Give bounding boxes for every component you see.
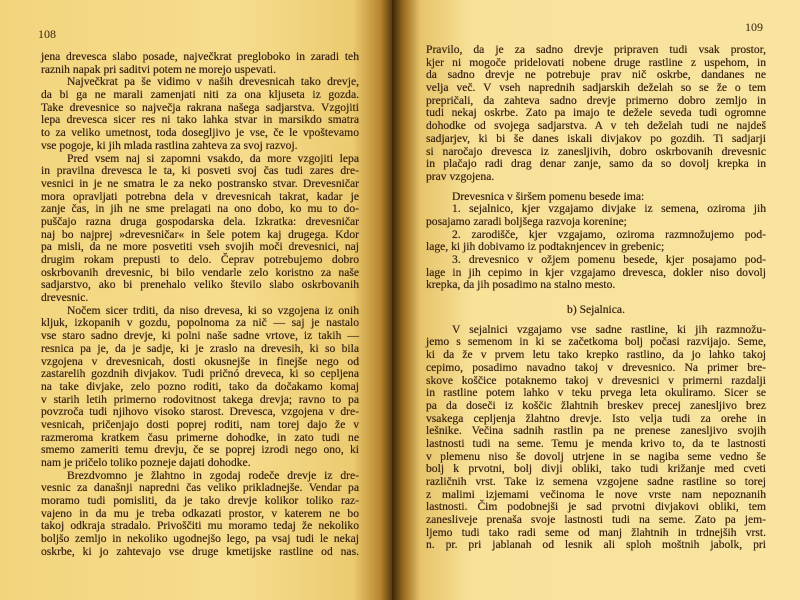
text-line: vesnic za današnji napredni čas veliko prikladnejše. Vendar pa — [41, 481, 359, 495]
text-line: tudi nekaj oskrbe. Zato pa imajo te dežele seveda tudi ogromne — [426, 106, 766, 120]
page-text — [41, 51, 359, 559]
text-line: pa misli, da ne more posvetiti vseh svojih moči drevesnici, naj — [41, 240, 359, 254]
text-line: lage, ki jih dobivamo iz podtaknjencev in grebenic; — [426, 240, 665, 254]
page-number: 109 — [745, 20, 763, 34]
text-line: različnih vrst. Take iz semena vzgojene sadne rastline so torej — [426, 475, 766, 488]
text-line: v starih letih primerno rodovitnost takega drevja; ravno to pa — [41, 392, 359, 406]
text-line: oskrbe, ki jo zahtevajo vse druge kmetijske rastline od nas. — [41, 544, 359, 558]
text-line: Nočem sicer trditi, da niso drevesa, ki so vzgojena iz onih — [67, 303, 359, 317]
text-line: ljemo tudi tako radi seme od manj žlahtnih in trdnejših vrst. — [426, 525, 766, 539]
text-line: vesnicah, pričenjajo dosti poprej roditi, nam torej dajo že v — [41, 417, 359, 431]
text-line: sadjarstvo, ako bi prenehalo veliko število slabo oskrbovanih — [41, 278, 359, 292]
text-line: vse pogoje, ki jih mlada rastlina zahteva za svoj razvoj. — [41, 138, 298, 152]
text-line: naj bo najprej »drevesničar« in šele potem kaj drugega. Kdor — [41, 227, 359, 241]
text-line: takoj odkraja stradalo. Privoščiti mu moramo tedaj že nekoliko — [41, 519, 359, 533]
text-line: moramo tudi pomisliti, da je tako drevje kolikor toliko raz- — [41, 494, 359, 508]
text-line: vse staro sadno drevje, ki polni naše sadne vrtove, iz takih — — [41, 329, 359, 343]
text-line: zanesliveje prenaša svoje lastnosti tudi na seme. Zato pa jem- — [426, 513, 766, 527]
text-line: vesnici in je ne smatra le za neko postransko stvar. Drevesničar — [41, 176, 359, 190]
text-line: lage in jih cepimo in kjer vzgajamo drevesca, dokler niso dovolj — [426, 265, 766, 279]
text-line: cepimo, posadimo navadno takoj v drevesnico. Na primer bre- — [426, 360, 766, 374]
text-line: resnica pa je, da je sadje, ki je zraslo na drevesih, ki so bila — [41, 341, 359, 355]
section-heading: b) Sejalnica. — [567, 303, 625, 317]
text-line: raznih napak pri saditvi potem ne morejo uspevati. — [41, 62, 277, 76]
text-line: kjer ni mogoče pridelovati nobene druge rastline z uspehom, in — [426, 55, 766, 69]
text-line: povzroča tudi njihovo visoko starost. Drevesca, vzgojena v dre- — [41, 405, 359, 419]
text-line: bolj k prvotni, bolj divji obliki, tako tudi križanje med cveti — [426, 462, 766, 476]
text-line: Pravilo, da je za sadno drevje pripraven tudi vsak prostor, — [426, 43, 766, 56]
text-line: ki da že v prvem letu tako krepko rastlino, da jo lahko takoj — [426, 348, 766, 362]
text-line: velja več. V vseh naprednih sadjarskih deželah so se že o tem — [426, 81, 766, 95]
text-line: sadjarjev, ki bi še danes iskali divjakov po gozdih. Ti sadjarji — [426, 131, 766, 145]
text-line: prav vzgojena. — [426, 169, 495, 183]
text-line: pa da doseči iz koščic žlahtnih breskev precej zanesljivo brez — [426, 398, 766, 412]
text-line: zanje čas, in jih ne sme prelagati na ono dobo, ko mu to do- — [41, 202, 359, 216]
text-line: puščajo razna druga gospodarska dela. Izkratka: drevesničar — [41, 214, 359, 228]
text-line: n. pr. pri jablanah od lesnik ali sploh moštnih jabolk, pri — [426, 538, 766, 552]
text-line: z malimi izjemami večinoma le nove vrste nam nepoznanih — [426, 487, 766, 501]
text-line: nam je pričelo toliko pozneje dajati dohodke. — [41, 456, 251, 469]
text-line: zastarelih gozdnih divjakov. Tudi pričnó dreveca, ki so cepljena — [41, 367, 359, 381]
right-page — [392, 0, 800, 600]
page-number: 108 — [38, 27, 56, 41]
text-line: vajeno in da mu je treba odkazati prostor, v katerem ne bo — [41, 506, 359, 520]
text-line: na take divjake, zelo pozno roditi, tako da dočakamo komaj — [41, 379, 359, 393]
text-line: da bi ga ne marali zamenjati niti za ona kljuseta iz gozda. — [41, 88, 359, 102]
text-line: Največkrat pa še vidimo v naših drevesnicah tako drevje, — [67, 75, 359, 89]
text-line: v plemenu niso še dovolj utrjene in se nagiba seme vedno še — [426, 449, 766, 463]
text-line: jemo s semenom in ki se začetkoma bolj počasi razvijajo. Seme, — [426, 335, 766, 349]
text-line: razmeroma kratkem času primerne dohodke, in zato tudi ne — [41, 430, 359, 444]
text-line: in pravilna drevesca le ta, ki posveti svoj čas tudi zares dre- — [41, 164, 359, 178]
text-line: 1. sejalnico, kjer vzgajamo divjake iz semena, oziroma jih — [452, 202, 766, 216]
text-line: vsakega cepljenja žlahtno drevje. Isto velja tudi za orehe in — [426, 411, 766, 425]
text-line: lepa drevesca sicer res ni tako lahka stvar in marsikdo smatra — [41, 113, 359, 127]
text-line: posajamo zaradi boljšega razvoja korenine; — [426, 214, 627, 228]
text-line: smemo zameriti temu drevju, če se poprej izrodi nego ono, ki — [41, 443, 359, 457]
text-line: lastnosti. Čim podobnejši je sad prvotni divjakovi obliki, tem — [426, 500, 766, 514]
text-line: Brezdvomno je žlahtno in zgodaj rodeče drevje iz dre- — [67, 468, 359, 482]
text-line: 2. zarodišče, kjer vzgajamo, oziroma razmnožujemo pod- — [452, 227, 766, 241]
text-line: da sadno drevje ne potrebuje prav nič oskrbe, dandanes ne — [426, 68, 766, 82]
left-page — [0, 0, 392, 600]
text-line: lešnike. Večina sadnih rastlin pa ne prenese zanesljivo svojih — [426, 424, 766, 438]
text-line: si naročajo drevesca iz zanesljivih, dobro oskrbovanih drevesnic — [426, 144, 766, 158]
page-text — [426, 44, 766, 552]
text-line: Take drevesnice so največja rakrana našega sadjarstva. Vzgojiti — [41, 100, 359, 114]
text-line: Pred vsem naj si zapomni vsakdo, da more vzgojiti lepa — [67, 151, 359, 165]
text-line: vzgojena v drevesnicah, dosti okusnejše in finejše nego od — [41, 354, 359, 368]
text-line: krepka, da jih posadimo na stalno mesto. — [426, 278, 616, 292]
text-line: jena drevesca slabo posade, največkrat pregloboko in zaradi teh — [41, 50, 359, 63]
text-line: dohodke od svojega sadjarstva. A v teh deželah tudi ne najdeš — [426, 119, 766, 133]
text-line: drugim rokam prepusti to delo. Čeprav potrebujemo dobro — [41, 253, 359, 266]
text-line: prepričali, da zahteva sadno drevje primerno dobro zemljo in — [426, 93, 766, 107]
text-line: 3. drevesnico v ožjem pomenu besede, kjer posajamo pod- — [452, 253, 766, 266]
text-line: in rastline potem lahko v teku prvega leta okuliramo. Sicer se — [426, 386, 766, 400]
text-line: kljuk, izkopanih v gozdu, popolnoma za nič — saj je nastalo — [41, 316, 359, 330]
text-line: drevesnic. — [41, 291, 89, 305]
text-line: lastnosti tudi na seme. Temu je menda krivo to, da te lastnosti — [426, 436, 766, 450]
text-line: oskrbovanih drevesnic, bi bilo vendarle zelo koristno za naše — [41, 265, 359, 279]
text-line: boljšo zemljo in nekoliko ugodnejšo lego, pa vsaj tudi le nekaj — [41, 532, 359, 546]
text-line: skove koščice potaknemo takoj v drevesnici v primerni razdalji — [426, 373, 766, 387]
text-line: V sejalnici vzgajamo vse sadne rastline, ki jih razmnožu- — [452, 322, 766, 336]
text-line: mora opravljati potrebna dela v drevesnicah takrat, kadar je — [41, 189, 359, 203]
text-line: in plačajo radi drag denar zanje, samo da so dovolj krepka in — [426, 157, 766, 171]
text-line: Drevesnica v širšem pomenu besede ima: — [452, 189, 645, 203]
text-line: to za veliko umetnost, toda dosegljivo je vse, če le vpoštevamo — [41, 126, 359, 140]
